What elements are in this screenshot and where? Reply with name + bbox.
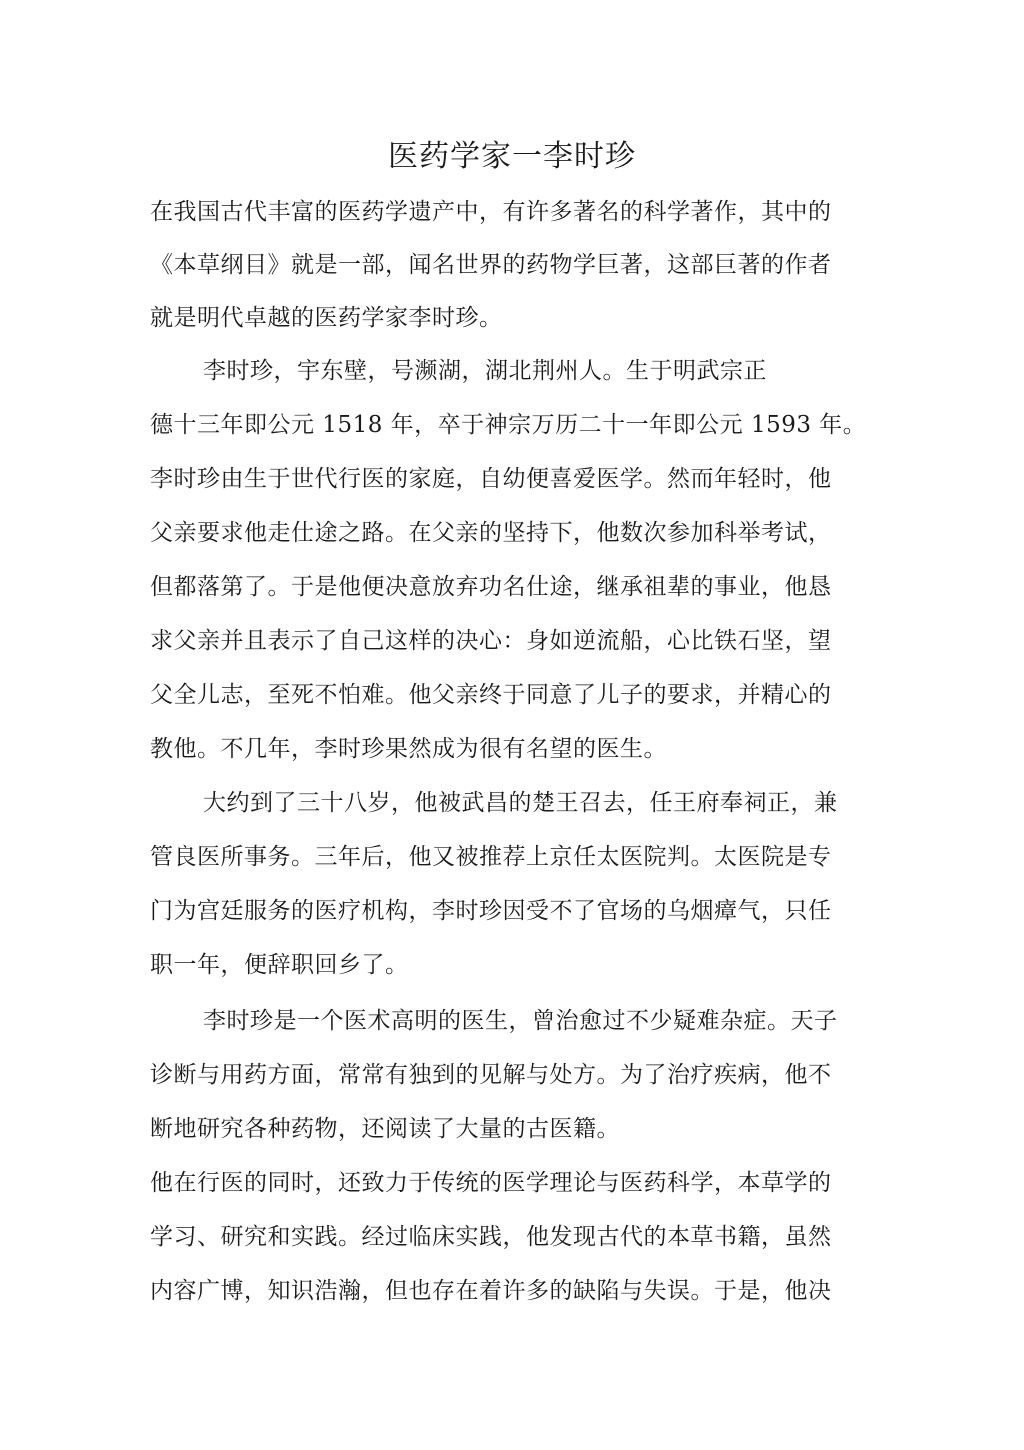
text-line: 他在行医的同时，还致力于传统的医学理论与医药科学，本草学的 (150, 1170, 832, 1196)
text-line: 职一年，便辞职回乡了。 (150, 952, 409, 978)
text-line: 管良医所事务。三年后，他又被推荐上京任太医院判。太医院是专 (150, 844, 832, 870)
text-line: 父全儿志，至死不怕难。他父亲终于同意了儿子的要求，并精心的 (150, 682, 832, 708)
text-line: 在我国古代丰富的医药学遗产中，有许多著名的科学著作，其中的 (150, 199, 832, 225)
text-line: 求父亲并且表示了自己这样的决心：身如逆流船，心比铁石坚，望 (150, 628, 832, 654)
text-line: 父亲要求他走仕途之路。在父亲的坚持下，他数次参加科举考试， (150, 520, 832, 546)
document-title: 医药学家一李时珍 (388, 139, 636, 174)
text-line: 就是明代卓越的医药学家李时珍。 (150, 305, 503, 331)
text-line: 李时珍是一个医术高明的医生，曾治愈过不少疑难杂症。天子 (203, 1008, 838, 1034)
text-line: 德十三年即公元 1518 年，卒于神宗万历二十一年即公元 1593 年。 (150, 412, 867, 438)
text-line: 内容广博，知识浩瀚，但也存在着许多的缺陷与失误。于是，他决 (150, 1278, 832, 1304)
text-line: 李时珍，宇东壁，号濒湖，湖北荆州人。生于明武宗正 (203, 358, 767, 384)
text-line: 诊断与用药方面，常常有独到的见解与处方。为了治疗疾病，他不 (150, 1062, 832, 1088)
text-line: 李时珍由生于世代行医的家庭，自幼便喜爱医学。然而年轻时，他 (150, 466, 832, 492)
text-line: 大约到了三十八岁，他被武昌的楚王召去，任王府奉祠正，兼 (203, 790, 838, 816)
text-line: 断地研究各种药物，还阅读了大量的古医籍。 (150, 1116, 620, 1142)
text-line: 门为宫廷服务的医疗机构，李时珍因受不了官场的乌烟瘴气，只任 (150, 898, 832, 924)
text-line: 学习、研究和实践。经过临床实践，他发现古代的本草书籍，虽然 (150, 1224, 832, 1250)
text-line: 《本草纲目》就是一部，闻名世界的药物学巨著，这部巨著的作者 (150, 252, 832, 278)
text-line: 教他。不几年，李时珍果然成为很有名望的医生。 (150, 736, 667, 762)
text-line: 但都落第了。于是他便决意放弃功名仕途，继承祖辈的事业，他恳 (150, 574, 832, 600)
